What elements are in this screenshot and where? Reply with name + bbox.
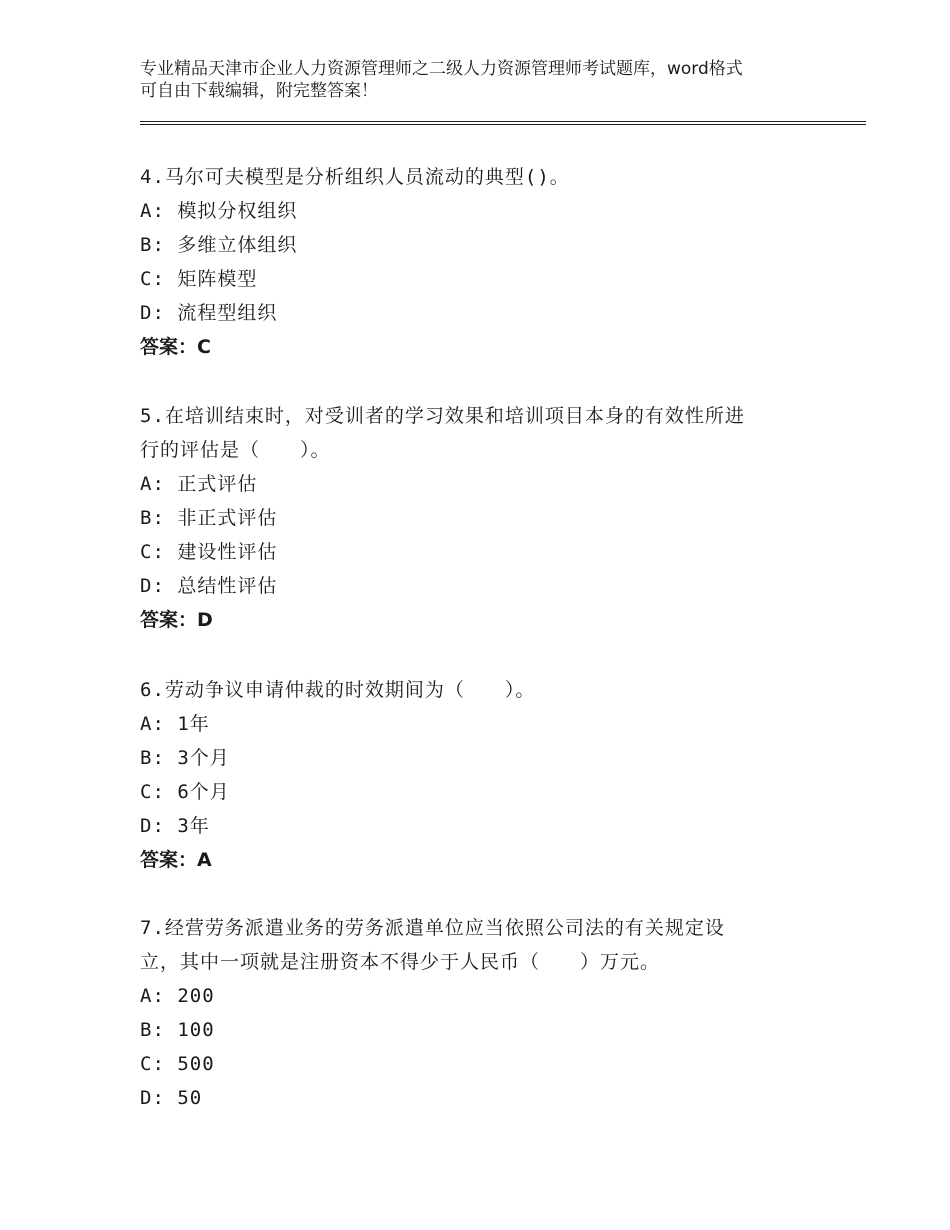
header-rule-top xyxy=(140,121,866,122)
option-b: B: 多维立体组织 xyxy=(140,234,298,256)
header-rule-bottom xyxy=(140,124,866,125)
question-5 xyxy=(140,399,800,637)
option-a: A: 正式评估 xyxy=(140,473,258,495)
option-d: D: 总结性评估 xyxy=(140,575,278,597)
document-header xyxy=(140,58,820,102)
option-d: D: 流程型组织 xyxy=(140,302,278,324)
option-c: C: 建设性评估 xyxy=(140,541,278,563)
header-line-1: 专业精品天津市企业人力资源管理师之二级人力资源管理师考试题库，word格式 xyxy=(140,59,743,79)
option-c: C: 矩阵模型 xyxy=(140,268,258,290)
option-d: D: 3年 xyxy=(140,815,210,837)
option-c: C: 500 xyxy=(140,1053,215,1075)
answer-label: 答案：A xyxy=(140,849,212,871)
option-c: C: 6个月 xyxy=(140,781,230,803)
question-stem-line-1: 5.在培训结束时，对受训者的学习效果和培训项目本身的有效性所进 xyxy=(140,405,745,427)
question-7 xyxy=(140,911,800,1115)
option-a: A: 1年 xyxy=(140,713,210,735)
option-b: B: 100 xyxy=(140,1019,215,1041)
option-a: A: 模拟分权组织 xyxy=(140,200,298,222)
question-stem: 4.马尔可夫模型是分析组织人员流动的典型()。 xyxy=(140,166,570,188)
question-stem-line-2: 立，其中一项就是注册资本不得少于人民币（ ）万元。 xyxy=(140,951,661,973)
answer-label: 答案：D xyxy=(140,609,213,631)
question-4 xyxy=(140,160,800,364)
header-line-2: 可自由下载编辑，附完整答案！ xyxy=(140,81,378,101)
option-a: A: 200 xyxy=(140,985,215,1007)
option-b: B: 非正式评估 xyxy=(140,507,278,529)
answer-label: 答案：C xyxy=(140,336,211,358)
question-stem-line-1: 7.经营劳务派遣业务的劳务派遣单位应当依照公司法的有关规定设 xyxy=(140,917,725,939)
question-6 xyxy=(140,673,800,877)
question-stem-line-2: 行的评估是（ ）。 xyxy=(140,439,331,461)
option-d: D: 50 xyxy=(140,1087,203,1109)
question-stem: 6.劳动争议申请仲裁的时效期间为（ ）。 xyxy=(140,679,536,701)
option-b: B: 3个月 xyxy=(140,747,230,769)
